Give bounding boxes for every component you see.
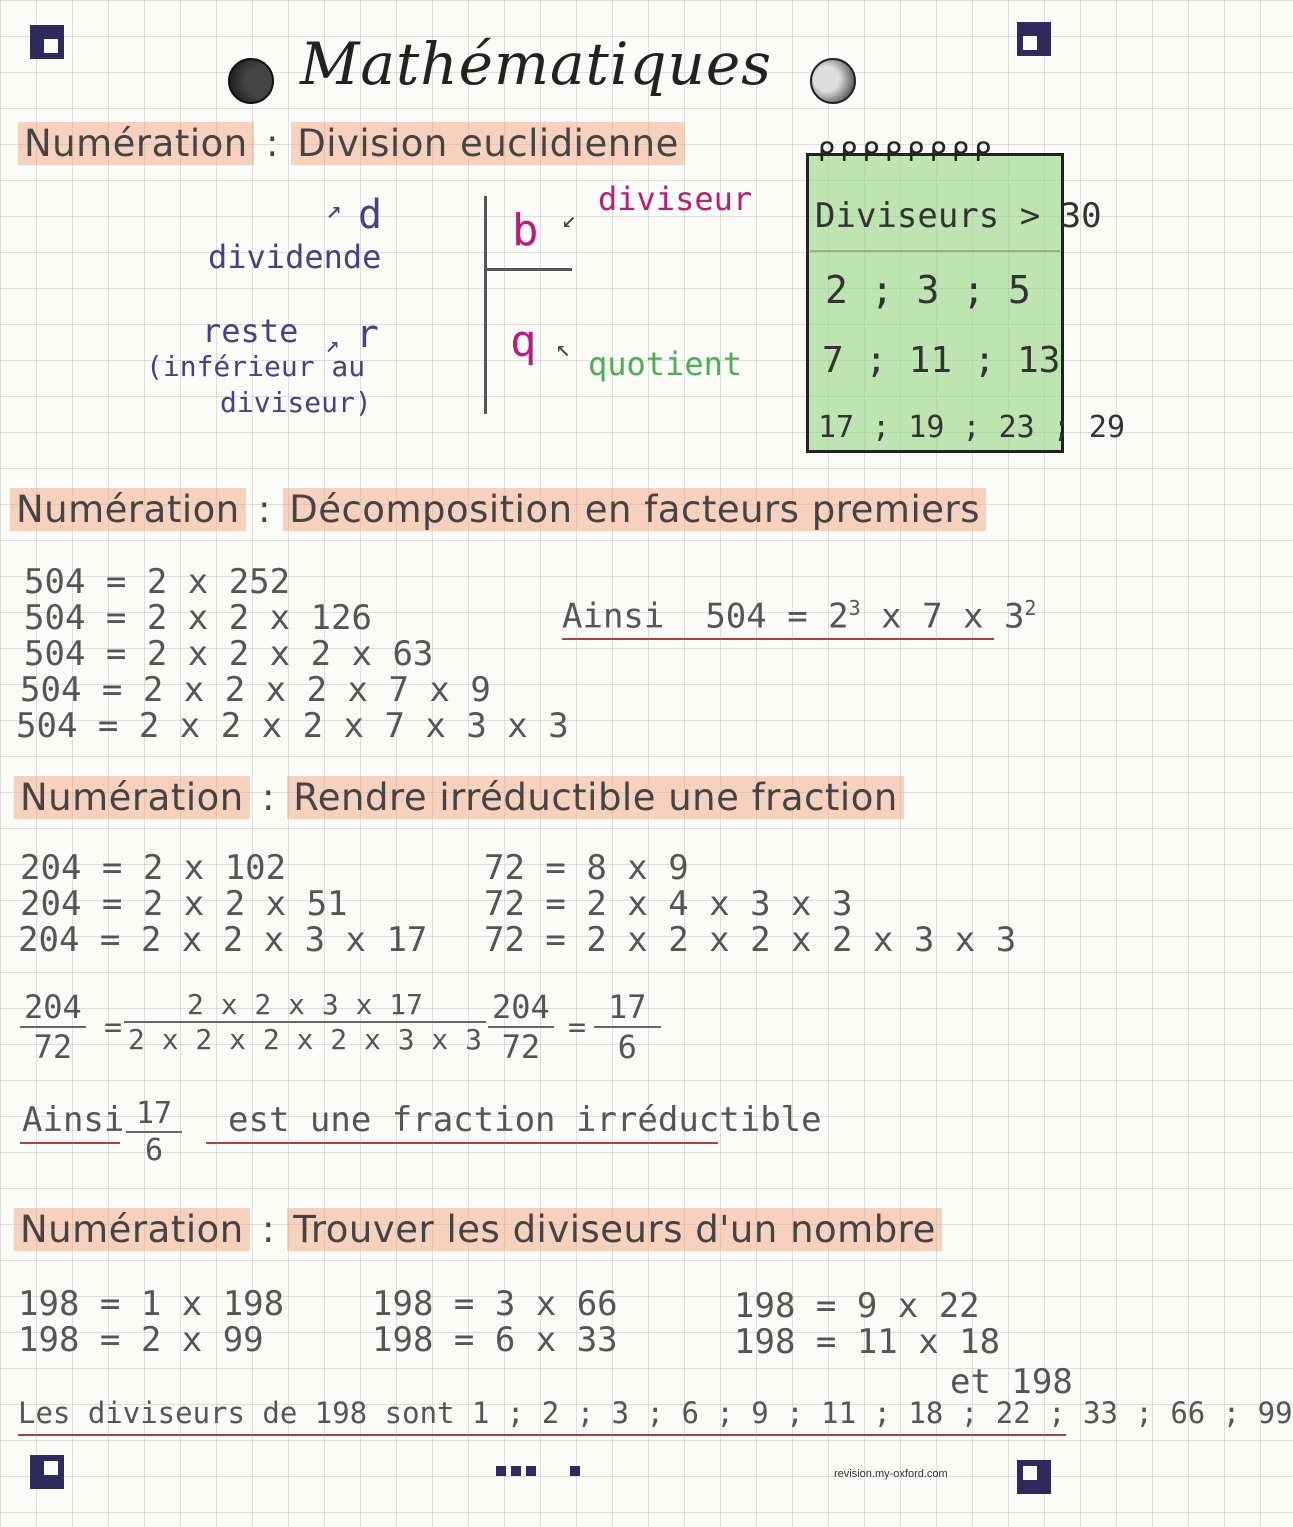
note-row: 17 ; 19 ; 23 ; 29	[818, 410, 1126, 445]
fraction-original	[488, 988, 554, 1066]
result-middle: x 7 x 3	[860, 596, 1025, 637]
decomposition-line: 504 = 2 x 2 x 2 x 7 x 3 x 3	[16, 706, 569, 746]
corner-mark-top-left	[30, 25, 64, 59]
factorization-line: 72 = 2 x 2 x 2 x 2 x 3 x 3	[484, 920, 1017, 960]
factorization-line: 204 = 2 x 102	[20, 848, 287, 888]
heading-topic: Trouver les diviseurs d'un nombre	[287, 1208, 942, 1251]
result-underline	[562, 638, 994, 640]
source-credit: revision.my-oxford.com	[834, 1468, 948, 1480]
denominator: 2 x 2 x 2 x 2 x 3 x 3	[128, 1023, 483, 1056]
decomposition-line: 504 = 2 x 2 x 126	[24, 598, 372, 638]
denominator: 72	[501, 1028, 541, 1066]
factorization-line: 72 = 2 x 4 x 3 x 3	[484, 884, 853, 924]
heading-separator: :	[261, 776, 275, 819]
decomposition-line: 504 = 2 x 2 x 2 x 63	[24, 634, 434, 674]
divisor-label: diviseur	[598, 180, 753, 218]
dividend-symbol: d	[358, 192, 383, 238]
note-row: 7 ; 11 ; 13	[822, 340, 1061, 381]
footer-dot-icon	[570, 1466, 580, 1476]
heading-label: Numération	[14, 776, 250, 819]
factorization-line: 204 = 2 x 2 x 51	[20, 884, 348, 924]
fraction-factored	[124, 988, 486, 1056]
denominator: 6	[145, 1133, 164, 1168]
fraction-conclusion	[126, 1096, 182, 1168]
arrow-icon: ↙	[562, 205, 577, 233]
result-exponent: 2	[1024, 596, 1037, 620]
note-divider	[810, 250, 1060, 252]
note-row: 2 ; 3 ; 5	[825, 268, 1031, 312]
arrow-icon: ↗	[326, 195, 342, 225]
corner-mark-top-right	[1017, 22, 1051, 56]
corner-mark-bottom-right	[1017, 1460, 1051, 1494]
fraction-simplified	[594, 988, 661, 1066]
remainder-label: reste	[202, 312, 299, 350]
heading-separator: :	[265, 122, 279, 165]
numerator: 17	[126, 1096, 182, 1133]
fraction-original	[20, 988, 86, 1066]
heading-label: Numération	[14, 1208, 250, 1251]
numerator: 204	[20, 988, 86, 1028]
divisor-pair: 198 = 9 x 22	[734, 1286, 980, 1326]
remainder-symbol: r	[356, 312, 379, 356]
numerator: 2 x 2 x 3 x 17	[124, 988, 486, 1023]
prime-factorization-result	[562, 596, 1036, 636]
section-heading-divisors	[14, 1208, 942, 1251]
summary-underline	[18, 1434, 1066, 1436]
section-heading-prime-factors	[10, 488, 986, 531]
ainsi-label: Ainsi	[562, 596, 665, 637]
section-heading-division	[18, 122, 685, 165]
decomposition-line: 504 = 2 x 2 x 2 x 7 x 9	[20, 670, 491, 710]
quotient-label: quotient	[588, 345, 743, 383]
division-horizontal-line	[484, 268, 572, 271]
denominator: 6	[617, 1028, 637, 1066]
section-heading-irreducible-fraction	[14, 776, 904, 819]
footer-dots-icon	[496, 1466, 536, 1476]
conclusion-underline	[20, 1142, 120, 1144]
divisor-pair: 198 = 3 x 66	[372, 1284, 618, 1324]
corner-mark-bottom-left	[30, 1455, 64, 1489]
et-198-label: et 198	[950, 1362, 1073, 1402]
light-moon-icon	[810, 58, 856, 104]
factorization-line: 72 = 8 x 9	[484, 848, 689, 888]
remainder-note-line1: (inférieur au	[146, 350, 366, 383]
heading-topic: Division euclidienne	[291, 122, 685, 165]
page-title: Mathématiques	[300, 30, 772, 98]
heading-topic: Rendre irréductible une fraction	[287, 776, 904, 819]
note-title: Diviseurs > 30	[815, 196, 1102, 236]
remainder-note-line2: diviseur)	[220, 386, 372, 419]
heading-topic: Décomposition en facteurs premiers	[283, 488, 986, 531]
dark-moon-icon	[228, 58, 274, 104]
heading-separator: :	[257, 488, 271, 531]
numerator: 204	[488, 988, 554, 1028]
equals-sign: =	[104, 1010, 123, 1045]
result-base: 504 = 2	[705, 596, 849, 637]
divisors-summary: Les diviseurs de 198 sont 1 ; 2 ; 3 ; 6 ; 9 ; 11 ; 18 ; 22 ; 33 ; 66 ; 99	[18, 1396, 1293, 1430]
spiral-binding-icon: ᑭᑭᑭᑭᑭᑭᑭᑭ	[818, 138, 997, 168]
conclusion-text: est une fraction irréductible	[228, 1100, 822, 1140]
division-vertical-line	[484, 196, 487, 414]
divisor-pair: 198 = 2 x 99	[18, 1320, 264, 1360]
divisor-pair: 198 = 6 x 33	[372, 1320, 618, 1360]
divisor-symbol: b	[512, 205, 539, 256]
ainsi-label: Ainsi	[22, 1100, 125, 1140]
heading-label: Numération	[18, 122, 254, 165]
result-exponent: 3	[848, 596, 861, 620]
dividend-label: dividende	[208, 238, 382, 276]
heading-label: Numération	[10, 488, 246, 531]
quotient-symbol: q	[510, 316, 537, 367]
divisor-pair: 198 = 11 x 18	[734, 1322, 1001, 1362]
arrow-icon: ↖	[556, 334, 571, 362]
numerator: 17	[594, 988, 661, 1028]
equals-sign: =	[568, 1010, 587, 1045]
heading-separator: :	[261, 1208, 275, 1251]
decomposition-line: 504 = 2 x 252	[24, 562, 291, 602]
arrow-icon: ↗	[325, 330, 340, 358]
factorization-line: 204 = 2 x 2 x 3 x 17	[18, 920, 428, 960]
divisor-pair: 198 = 1 x 198	[18, 1284, 285, 1324]
denominator: 72	[33, 1028, 73, 1066]
conclusion-underline	[206, 1142, 718, 1144]
